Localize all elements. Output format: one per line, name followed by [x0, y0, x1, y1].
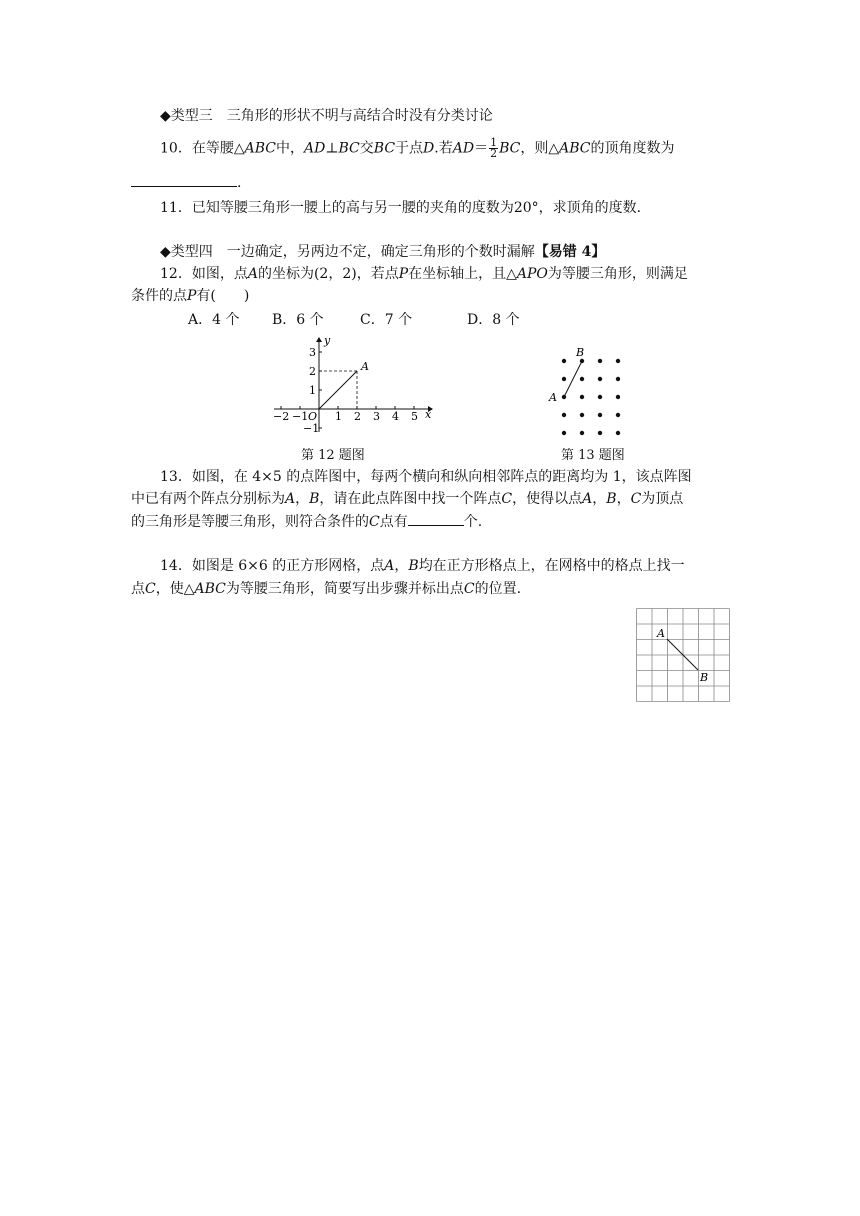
point-b-label: B: [576, 346, 585, 359]
lattice-dot: [616, 431, 620, 435]
figure-14-square-grid: [636, 608, 732, 704]
x-tick-label: 3: [373, 410, 380, 423]
question-10-answer-line: .: [131, 172, 241, 193]
segment-ab: [667, 639, 698, 670]
error-tag: 【易错 4】: [534, 244, 606, 260]
answer-blank-10[interactable]: [131, 172, 237, 187]
x-tick-label: 1: [335, 410, 342, 423]
segment-oa: [319, 371, 357, 409]
lattice-dot: [580, 377, 584, 381]
option-b[interactable]: B．6 个: [272, 312, 324, 328]
x-axis-label: x: [425, 408, 432, 421]
diamond-icon: ◆: [160, 108, 171, 124]
point-b-label: B: [700, 671, 709, 684]
lattice-dot: [580, 431, 584, 435]
figure-13-dot-lattice: [545, 344, 635, 434]
point-a-label: A: [361, 360, 369, 373]
question-13-line-3: 的三角形是等腰三角形，则符合条件的C点有 个.: [131, 511, 482, 532]
x-tick-label: 5: [411, 410, 418, 423]
question-12-options: [188, 310, 520, 330]
x-tick-label: 2: [354, 410, 361, 423]
x-tick-label: −2: [273, 410, 290, 423]
question-10: 10．在等腰△ABC中，AD⊥BC交BC于点D.若AD＝ $\frac{1}{2}$ BC，则△ABC的顶角度数为: [160, 136, 675, 160]
section-4-heading: [160, 242, 605, 262]
answer-blank-13[interactable]: [408, 511, 464, 526]
x-tick-label: −1: [292, 410, 309, 423]
diamond-icon: ◆: [160, 244, 171, 260]
lattice-dot: [562, 359, 566, 363]
lattice-dot: [598, 395, 602, 399]
section-3-title: 类型三 三角形的形状不明与高结合时没有分类讨论: [170, 108, 493, 124]
segment-ab: [564, 361, 582, 397]
lattice-dot: [616, 395, 620, 399]
question-14-line-2: 点C，使△ABC为等腰三角形，简要写出步骤并标出点C的位置.: [131, 581, 522, 597]
question-12-line-2: 条件的点P有( ): [131, 288, 250, 304]
lattice-dot: [616, 359, 620, 363]
option-a[interactable]: A．4 个: [188, 312, 240, 328]
point-a-label: A: [657, 627, 665, 640]
figure-13-caption: 第 13 题图: [561, 448, 625, 463]
option-d[interactable]: D．8 个: [467, 312, 520, 328]
lattice-dot: [616, 413, 620, 417]
question-14: 14．如图是 6×6 的正方形网格，点A，B均在正方形格点上，在网格中的格点上找一: [160, 558, 685, 574]
lattice-dot: [598, 359, 602, 363]
lattice-dot: [598, 431, 602, 435]
figure-12-caption: 第 12 题图: [301, 448, 365, 463]
lattice-dot: [562, 413, 566, 417]
origin-label: O: [308, 410, 318, 423]
y-tick-label: 1: [309, 384, 316, 397]
y-axis-arrow-icon: [316, 337, 322, 342]
question-12: 12．如图，点A的坐标为(2，2)，若点P在坐标轴上，且△APO为等腰三角形，则满足: [160, 266, 688, 282]
figure-12-coordinate-plane: [268, 336, 438, 436]
point-a-label: A: [549, 391, 557, 404]
y-tick-label: 2: [309, 365, 316, 378]
y-axis-label: y: [324, 334, 331, 347]
question-13-line-2: 中已有两个阵点分别标为A，B，请在此点阵图中找一个阵点C，使得以点A，B，C为顶点: [131, 491, 684, 507]
lattice-dot: [562, 431, 566, 435]
x-tick-label: 4: [392, 410, 399, 423]
lattice-dot: [562, 395, 566, 399]
lattice-dot: [580, 359, 584, 363]
lattice-dot: [580, 395, 584, 399]
y-tick-label: 3: [309, 346, 316, 359]
question-13: 13．如图，在 4×5 的点阵图中，每两个横向和纵向相邻阵点的距离均为 1，该点阵图: [160, 469, 692, 485]
lattice-dot: [562, 377, 566, 381]
y-tick-label: −1: [303, 422, 320, 435]
question-11: 11．已知等腰三角形一腰上的高与另一腰的夹角的度数为20°，求顶角的度数.: [160, 200, 642, 216]
section-4-title: 类型四 一边确定，另两边不定，确定三角形的个数时漏解: [170, 244, 535, 260]
lattice-dot: [598, 377, 602, 381]
lattice-dot: [616, 377, 620, 381]
option-c[interactable]: C．7 个: [360, 312, 413, 328]
fraction-one-half: $\frac{1}{2}$: [490, 136, 498, 160]
section-3-heading: [160, 106, 493, 126]
lattice-dot: [598, 413, 602, 417]
lattice-dot: [580, 413, 584, 417]
